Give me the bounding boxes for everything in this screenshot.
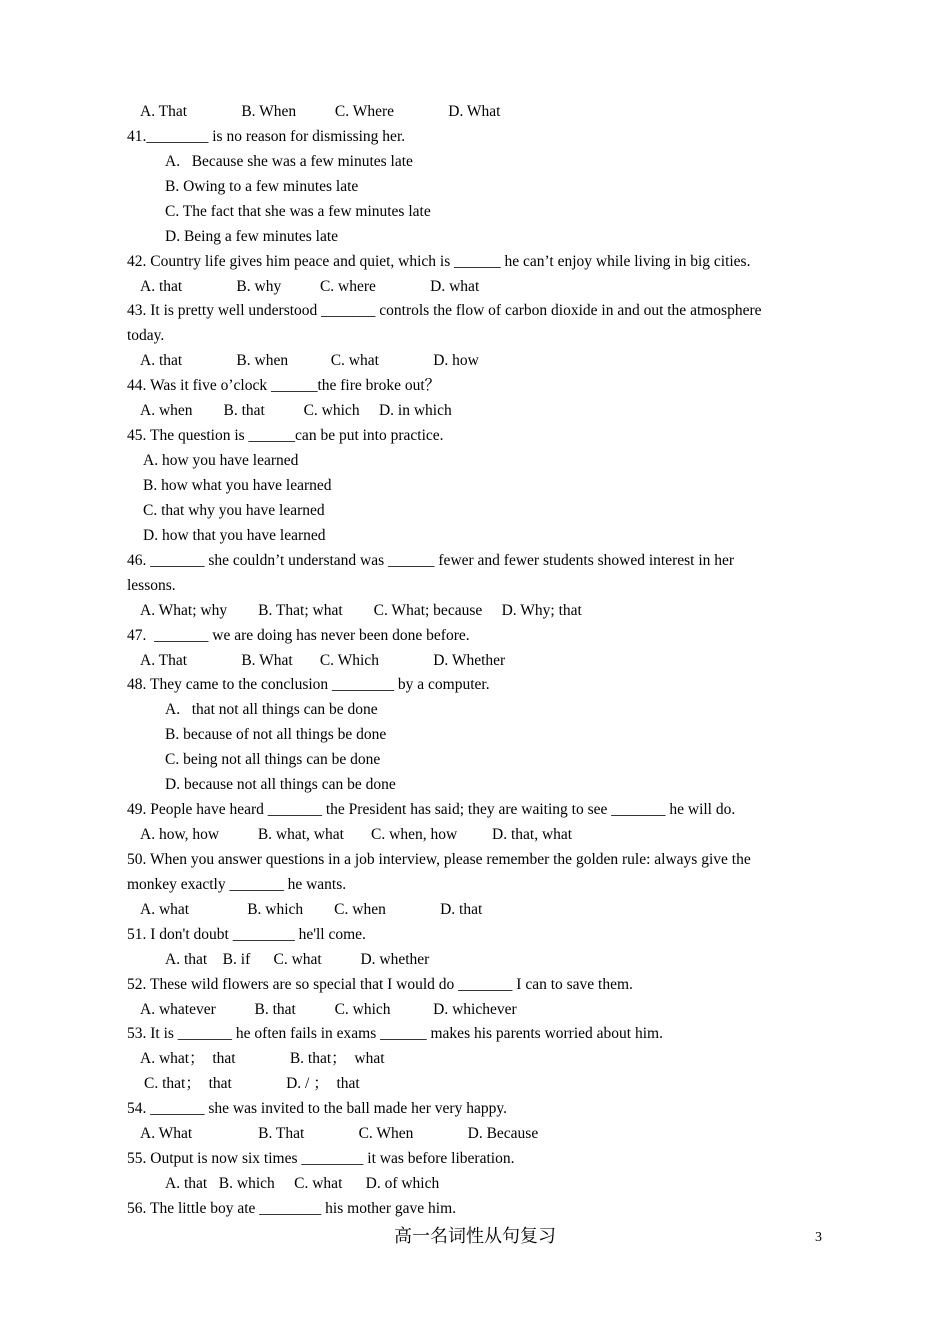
text-line: 41.________ is no reason for dismissing her. [127, 127, 406, 145]
text-line: 52. These wild flowers are so special that I would do _______ I can to save them. [127, 975, 633, 993]
text-line: A. what； that B. that； what [140, 1050, 385, 1068]
text-line: 42. Country life gives him peace and quiet, which is ______ he can’t enjoy while living in big cities. [127, 252, 751, 270]
text-line: 47. _______ we are doing has never been done before. [127, 626, 470, 644]
text-line: A. that B. if C. what D. whether [165, 950, 430, 968]
text-line: D. Being a few minutes late [165, 227, 339, 245]
text-line: D. how that you have learned [143, 526, 326, 544]
text-line: 48. They came to the conclusion ________ by a computer. [127, 676, 490, 694]
text-line: lessons. [127, 576, 176, 594]
text-line: A. What; why B. That; what C. What; because D. Why; that [140, 601, 582, 619]
text-line: A. how you have learned [143, 452, 299, 469]
text-line: A. What B. That C. When D. Because [140, 1125, 539, 1143]
text-line: A. how, how B. what, what C. when, how D. that, what [140, 826, 573, 843]
text-line: 53. It is _______ he often fails in exams ______ makes his parents worried about him. [127, 1025, 663, 1043]
text-line: 43. It is pretty well understood _______ controls the flow of carbon dioxide in and out the atmosphere [127, 302, 762, 320]
text-line: C. that why you have learned [143, 501, 325, 519]
text-line: B. how what you have learned [143, 476, 332, 494]
text-line: 49. People have heard _______ the President has said; they are waiting to see _______ he will do. [127, 801, 736, 818]
text-line: A. what B. which C. when D. that [140, 900, 483, 918]
text-line: A. that B. why C. where D. what [140, 277, 480, 295]
text-line: 44. Was it five o’clock ______the fire broke out？ [127, 377, 441, 395]
text-line: B. because of not all things be done [165, 726, 387, 744]
text-line: A. whatever B. that C. which D. whichever [140, 1000, 517, 1018]
text-line: today. [127, 327, 165, 345]
page-number: 3 [815, 1230, 822, 1245]
text-line: 54. _______ she was invited to the ball made her very happy. [127, 1100, 507, 1118]
text-line: A. That B. When C. Where D. What [140, 103, 501, 120]
text-line: 46. _______ she couldn’t understand was ______ fewer and fewer students showed interest in her [127, 551, 735, 569]
text-line: A. that B. which C. what D. of which [165, 1175, 440, 1192]
text-line: 55. Output is now six times ________ it was before liberation. [127, 1150, 515, 1168]
text-line: 50. When you answer questions in a job interview, please remember the golden rule: always give the [127, 850, 751, 868]
text-line: A. That B. What C. Which D. Whether [140, 651, 506, 669]
text-line: A. that B. when C. what D. how [140, 352, 479, 370]
text-line: A. that not all things can be done [165, 701, 378, 719]
text-line: C. that； that D. / ； that [144, 1075, 360, 1093]
text-line: 51. I don't doubt ________ he'll come. [127, 925, 366, 943]
footer-title: 高一名词性从句复习 [394, 1226, 556, 1247]
text-line: monkey exactly _______ he wants. [127, 875, 347, 893]
text-line: 56. The little boy ate ________ his mother gave him. [127, 1199, 457, 1217]
text-line: 45. The question is ______can be put into practice. [127, 427, 444, 445]
text-line: A. Because she was a few minutes late [165, 152, 413, 170]
text-line: C. The fact that she was a few minutes late [165, 202, 431, 220]
text-line: D. because not all things can be done [165, 776, 396, 794]
text-line: C. being not all things can be done [165, 751, 381, 769]
text-line: A. when B. that C. which D. in which [140, 402, 452, 420]
text-line: B. Owing to a few minutes late [165, 177, 359, 195]
